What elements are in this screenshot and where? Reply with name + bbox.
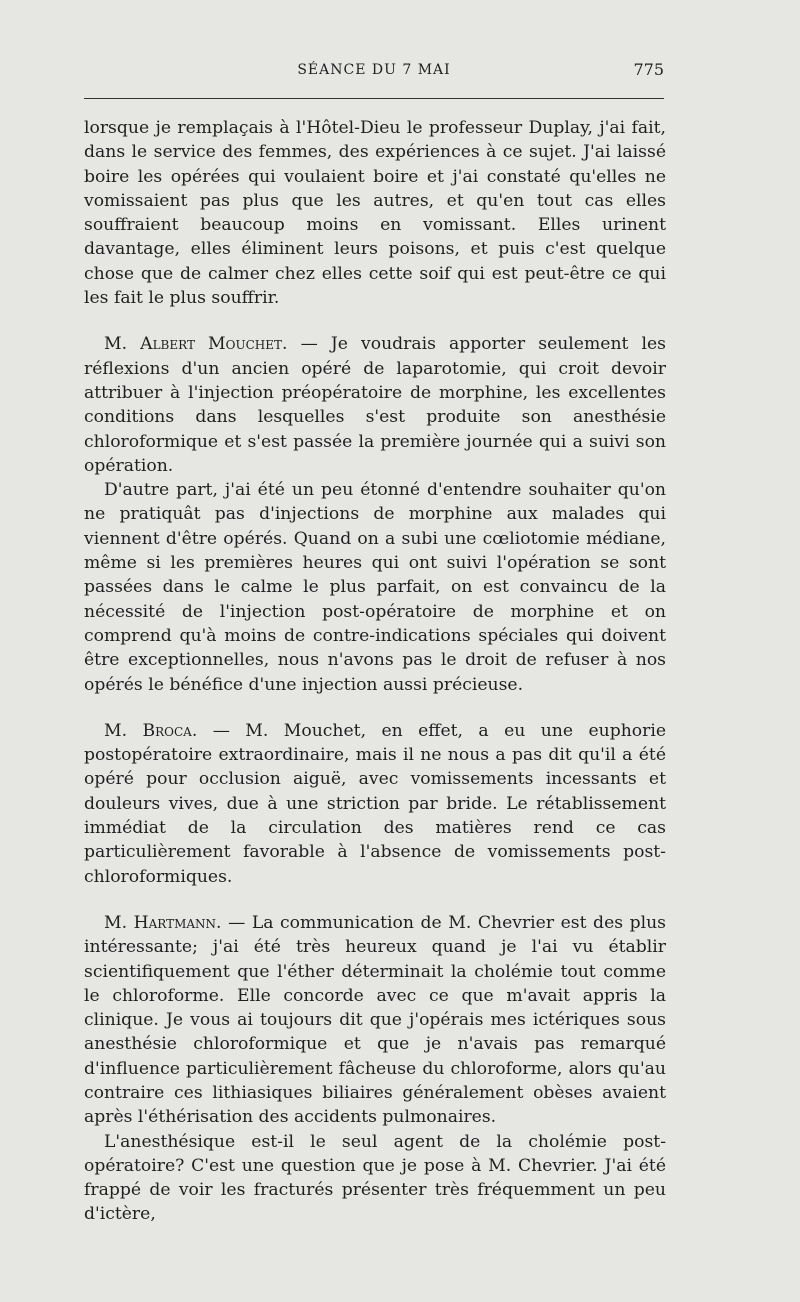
body-text xyxy=(84,116,666,1227)
header-rule xyxy=(84,98,664,99)
speaker-name: M. Albert Mouchet. xyxy=(104,334,288,355)
paragraph xyxy=(84,911,666,1130)
running-title: SÉANCE DU 7 MAI xyxy=(297,62,451,78)
paragraph: D'autre part, j'ai été un peu étonné d'entendre souhaiter qu'on ne pratiquât pas d'injections de morphine aux malades qui viennent d'être opérés. Quand on a subi une cœliotomie médiane, même si les premières heures qui ont suivi l'opération se sont passées dans le calme le plus parfait, on est convaincu de la nécessité de l'injection post-opératoire de morphine et on comprend qu'à moins de contre-indications spéciales qui doivent être exceptionnelles, nous n'avons pas le droit de refuser à nos opérés le bénéfice d'une injection aussi précieuse. xyxy=(84,480,666,695)
paragraph-text: — M. Mouchet, en effet, a eu une euphorie postopératoire extraordinaire, mais il ne nous a pas dit qu'il a été opéré pour occlusion aiguë, avec vomissements incessants et douleurs vives, due à une striction par bride. Le rétablissement immédiat de la circulation des matières rend ce cas particulièrement favorable à l'absence de vomissements post-chloroformiques. xyxy=(84,720,667,887)
paragraph xyxy=(84,332,666,478)
paragraph: L'anesthésique est-il le seul agent de la cholémie post-opératoire? C'est une question que je pose à M. Chevrier. J'ai été frappé de voir les fracturés présenter très fréquemment un peu d'ictère, xyxy=(84,1131,666,1225)
running-header xyxy=(84,60,664,84)
speaker-name: M. Broca. xyxy=(104,720,198,741)
paragraph-text: — La communication de M. Chevrier est des plus intéressante; j'ai été très heureux quand je l'ai vu établir scientifiquement que l'éther déterminait la cholémie tout comme le chloroforme. Elle concorde avec ce que m'avait appris la clinique. Je vous ai toujours dit que j'opérais mes ictériques sous anesthésie chloroformique et que je n'avais pas remarqué d'influence particulièrement fâcheuse du chloroforme, alors qu'au contraire ces lithiasiques biliaires généralement obèses avaient après l'éthérisation des accidents pulmonaires. xyxy=(84,912,666,1128)
paragraph-text: — Je voudrais apporter seulement les réflexions d'un ancien opéré de laparotomie, qui croit devoir attribuer à l'injection préopératoire de morphine, les excellentes conditions dans lesquelles s'est produite son anesthésie chloroformique et s'est passée la première journée qui a suivi son opération. xyxy=(84,334,667,476)
speaker-name: M. Hartmann. xyxy=(104,912,222,933)
paragraph: lorsque je remplaçais à l'Hôtel-Dieu le professeur Duplay, j'ai fait, dans le service des femmes, des expériences à ce sujet. J'ai laissé boire les opérées qui voulaient boire et j'ai constaté qu'elles ne vomissaient pas plus que les autres, et qu'en tout cas elles souffraient beaucoup moins en vomissant. Elles urinent davantage, elles éliminent leurs poisons, et puis c'est quelque chose que de calmer chez elles cette soif qui est peut-être ce qui les fait le plus souffrir. xyxy=(84,118,666,309)
page-number: 775 xyxy=(633,60,664,79)
paragraph xyxy=(84,719,666,889)
